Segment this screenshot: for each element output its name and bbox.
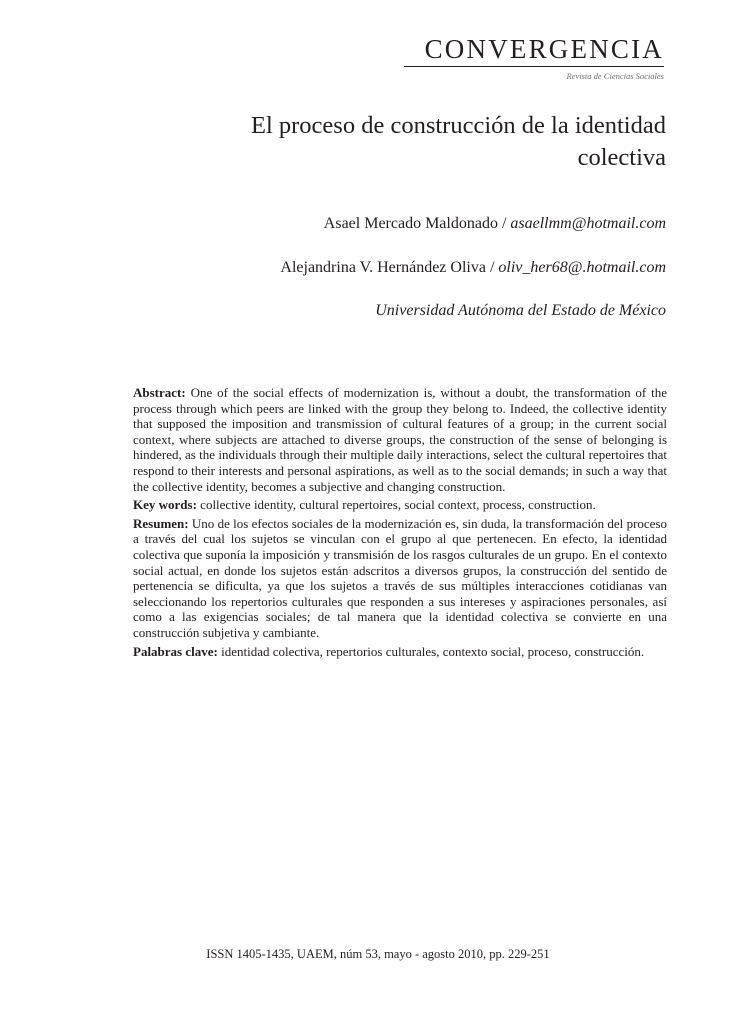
abstract-paragraph — [133, 385, 667, 494]
resumen-label: Resumen: — [133, 515, 189, 531]
keywords-text: collective identity, cultural repertoires, social context, process, construction. — [196, 497, 596, 513]
author-email[interactable]: oliv_her68@.hotmail.com — [498, 259, 666, 276]
keywords-label: Key words: — [133, 497, 197, 513]
journal-title: CONVERGENCIA — [424, 34, 664, 64]
author-separator: / — [497, 215, 511, 232]
page-footer: ISSN 1405-1435, UAEM, núm 53, mayo - agosto 2010, pp. 229-251 — [206, 947, 550, 961]
affiliation: Universidad Autónoma del Estado de México — [375, 302, 666, 319]
masthead-rule — [404, 66, 664, 67]
author-separator: / — [485, 259, 499, 276]
palabras-clave-text: identidad colectiva, repertorios culturales, contexto social, proceso, construcción. — [217, 643, 645, 659]
abstract-text: One of the social effects of modernization is, without a doubt, the transformation of the process through which peers are linked with the group they belong to. Indeed, the collective identity that supposed the imposition and transmission of cultural features of a group; in the current social context, where subjects are attached to diverse groups, the construction of the sense of belonging is hindered, as the individuals through their multiple daily interactions, select the cultural repertoires that respond to their interests and personal aspirations, as well as to the social demands; in such a way that the collective identity, becomes a subjective and changing construction. — [133, 385, 667, 494]
keywords-paragraph — [133, 497, 667, 513]
author-line-2 — [106, 258, 666, 278]
author-line-1 — [106, 214, 666, 234]
resumen-paragraph — [133, 516, 667, 641]
abstract-block — [133, 385, 667, 662]
palabras-clave-label: Palabras clave: — [133, 643, 218, 659]
author-name: Alejandrina V. Hernández Oliva — [280, 259, 486, 276]
author-email[interactable]: asaellmm@hotmail.com — [510, 215, 666, 232]
palabras-clave-paragraph — [133, 644, 667, 660]
article-title: El proceso de construcción de la identidad colectiva — [251, 112, 666, 171]
resumen-text: Uno de los efectos sociales de la modernización es, sin duda, la transformación del proceso a través del cual los sujetos se vinculan con el grupo al que pertenecen. En efecto, la identidad colectiva que suponía la imposición y transmisión de los rasgos culturales de un grupo. En el contexto social actual, en donde los sujetos están adscritos a diversos grupos, la construcción del sentido de pertenencia se dificulta, ya que los sujetos a través de sus múltiples interacciones cotidianas van seleccionando los repertorios culturales que responden a sus intereses y aspiraciones personales, así como a las exigencias sociales; de tal manera que la identidad colectiva se convierte en una construcción subjetiva y cambiante. — [133, 515, 667, 640]
author-name: Asael Mercado Maldonado — [323, 215, 498, 232]
abstract-label: Abstract: — [133, 385, 186, 400]
journal-masthead — [404, 34, 664, 81]
journal-subtitle: Revista de Ciencias Sociales — [566, 71, 664, 81]
